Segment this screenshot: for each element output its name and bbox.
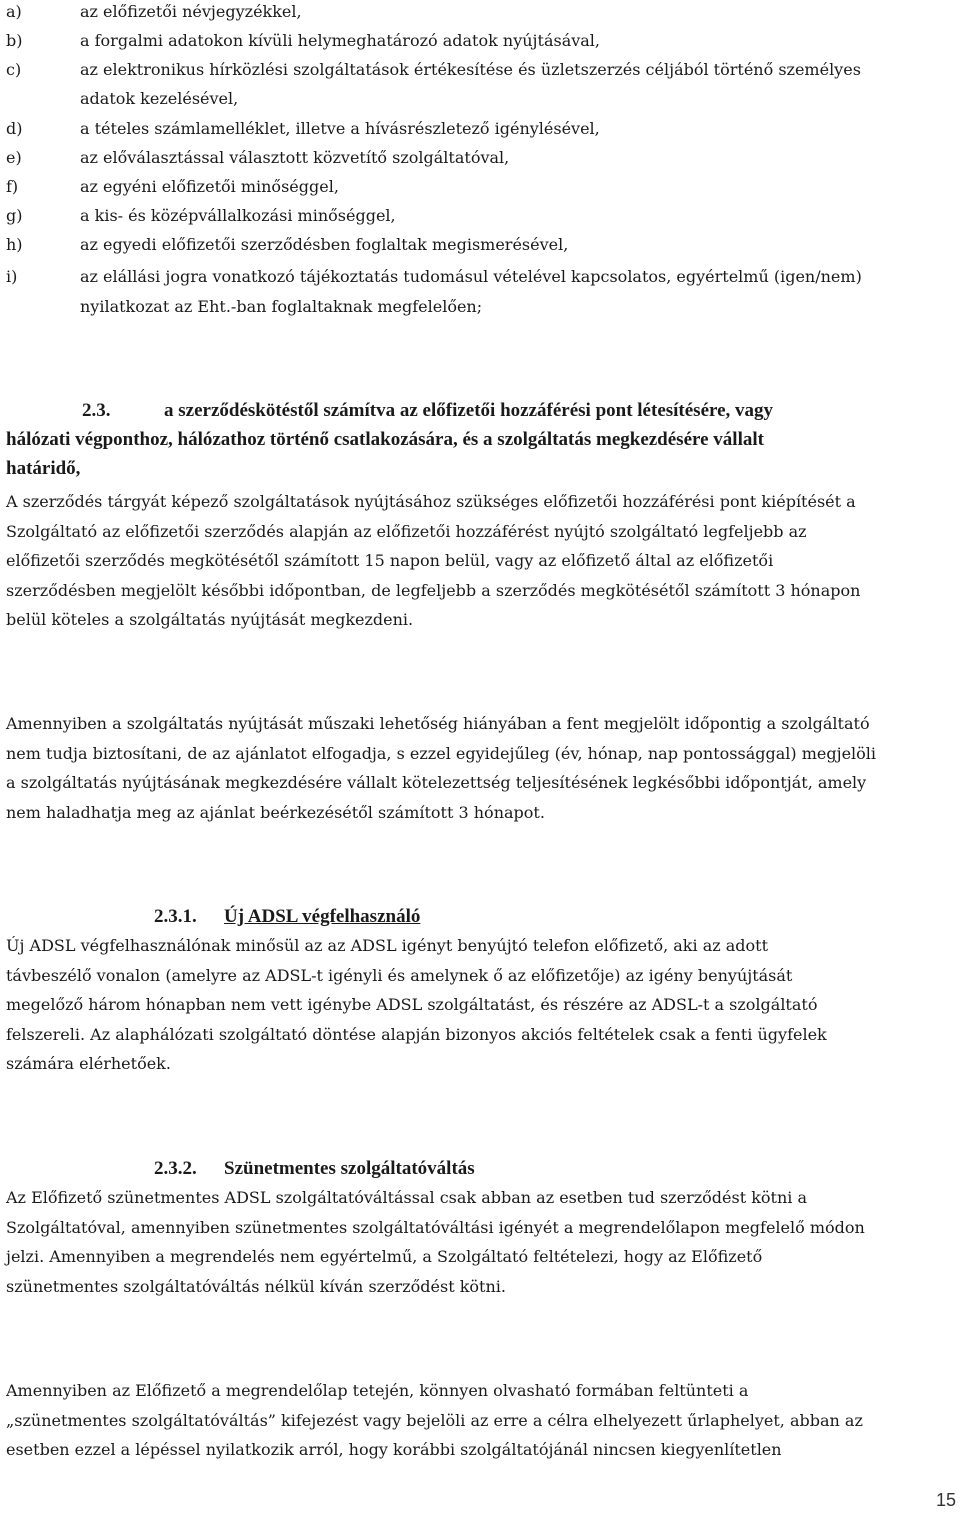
list-marker: d): [6, 119, 23, 138]
section-heading-2-3-1: [6, 902, 951, 931]
list-marker: f): [6, 177, 19, 196]
list-text: az előfizetői névjegyzékkel,: [80, 2, 302, 21]
paragraph-line: Amennyiben az Előfizető a megrendelőlap tetején, könnyen olvasható formában feltünteti a: [6, 1381, 749, 1400]
paragraph-line: „szünetmentes szolgáltatóváltás” kifejezést vagy bejelöli az erre a célra elhelyezett űrlaphelyet, abban az: [6, 1410, 863, 1430]
paragraph-line: Az Előfizető szünetmentes ADSL szolgáltatóváltással csak abban az esetben tud szerződést kötni a: [6, 1188, 808, 1207]
paragraph: [6, 487, 951, 635]
paragraph-line: felszereli. Az alaphálózati szolgáltató döntése alapján bizonyos akciós feltételek csak a fenti ügyfelek: [6, 1024, 827, 1044]
list-marker: e): [6, 148, 22, 167]
list-text: az előválasztással választott közvetítő szolgáltatóval,: [80, 148, 510, 167]
paragraph-line: szünetmentes szolgáltatóváltás nélkül kíván szerződést kötni.: [6, 1276, 506, 1296]
list-text: adatok kezelésével,: [80, 89, 239, 108]
paragraph-line: Amennyiben a szolgáltatás nyújtását műszaki lehetőség hiányában a fent megjelölt időpontig a szolgáltató: [6, 714, 870, 733]
paragraph-line: esetben ezzel a lépéssel nyilatkozik arról, hogy korábbi szolgáltatójánál nincsen kiegyenlítetlen: [6, 1440, 782, 1459]
section-heading-2-3: [6, 396, 951, 483]
paragraph-line: belül köteles a szolgáltatás nyújtását megkezdeni.: [6, 610, 414, 629]
paragraph: [6, 931, 951, 1079]
section-number: 2.3.2.: [154, 1158, 197, 1179]
paragraph-line: jelzi. Amennyiben a megrendelés nem egyértelmű, a Szolgáltató feltételezi, hogy az Előfizető: [6, 1247, 763, 1266]
paragraph-line: Szolgáltató az előfizetői szerződés alapján az előfizetői hozzáférést nyújtó szolgáltató legfeljebb az: [6, 521, 807, 541]
paragraph: [6, 1376, 951, 1465]
paragraph-line: nem haladhatja meg az ajánlat beérkezésétől számított 3 hónapot.: [6, 802, 545, 822]
paragraph-line: távbeszélő vonalon (amelyre az ADSL-t igényli és amelynek ő az előfizetője) az igény benyújtását: [6, 965, 793, 985]
list-text: a forgalmi adatokon kívüli helymeghatározó adatok nyújtásával,: [80, 31, 601, 50]
list-marker: i): [6, 267, 18, 286]
section-title-line: hálózati végponthoz, hálózathoz történő csatlakozására, és a szolgáltatás megkezdésére vállalt: [6, 429, 764, 450]
paragraph-line: megelőző három hónapban nem vett igénybe ADSL szolgáltatást, és részére az ADSL-t a szolgáltató: [6, 995, 818, 1014]
list-text: az elektronikus hírközlési szolgáltatások értékesítése és üzletszerzés céljából történő személyes: [80, 60, 861, 79]
paragraph: [6, 709, 951, 827]
list-text: az egyedi előfizetői szerződésben foglaltak megismerésével,: [80, 235, 569, 254]
paragraph-line: A szerződés tárgyát képező szolgáltatások nyújtásához szükséges előfizetői hozzáférési pont kiépítését a: [6, 492, 856, 511]
section-title-line: a szerződéskötéstől számítva az előfizetői hozzáférési pont létesítésére, vagy: [164, 400, 774, 421]
paragraph: [6, 1183, 951, 1301]
page-number: 15: [935, 1490, 956, 1510]
list-text: a tételes számlamelléklet, illetve a hívásrészletező igénylésével,: [80, 119, 600, 138]
section-title-line: határidő,: [6, 458, 81, 479]
list-marker: b): [6, 31, 23, 50]
paragraph-line: előfizetői szerződés megkötésétől számított 15 napon belül, vagy az előfizető által az előfizetői: [6, 551, 774, 570]
list-marker: g): [6, 206, 23, 225]
paragraph-line: Szolgáltatóval, amennyiben szünetmentes szolgáltatóváltási igényét a megrendelőlapon megfelelő módon: [6, 1217, 865, 1237]
section-title: Új ADSL végfelhasználó: [224, 906, 421, 927]
paragraph-line: számára elérhetőek.: [6, 1054, 171, 1073]
section-number: 2.3.1.: [154, 906, 197, 927]
paragraph-line: Új ADSL végfelhasználónak minősül az az ADSL igényt benyújtó telefon előfizető, aki az adott: [6, 936, 769, 955]
paragraph-line: a szolgáltatás nyújtásának megkezdésére vállalt kötelezettség teljesítésének legkésőbbi időpontját, amely: [6, 773, 867, 792]
list-text: az egyéni előfizetői minőséggel,: [80, 177, 339, 196]
section-heading-2-3-2: [6, 1154, 951, 1183]
section-title: Szünetmentes szolgáltatóváltás: [224, 1158, 475, 1179]
list-marker: a): [6, 2, 22, 21]
list-marker: c): [6, 60, 22, 79]
section-number: 2.3.: [82, 400, 111, 421]
list-text: az elállási jogra vonatkozó tájékoztatás tudomásul vételével kapcsolatos, egyértelmű (igen/nem): [80, 267, 862, 286]
list-marker: h): [6, 235, 23, 254]
paragraph-line: nem tudja biztosítani, de az ajánlatot elfogadja, s ezzel egyidejűleg (év, hónap, nap pontossággal) megjelöli: [6, 743, 877, 763]
paragraph-line: szerződésben megjelölt későbbi időpontban, de legfeljebb a szerződés megkötésétől számított 3 hónapon: [6, 580, 861, 600]
list-text: a kis- és középvállalkozási minőséggel,: [80, 206, 396, 225]
list-text: nyilatkozat az Eht.-ban foglaltaknak megfelelően;: [80, 297, 483, 316]
